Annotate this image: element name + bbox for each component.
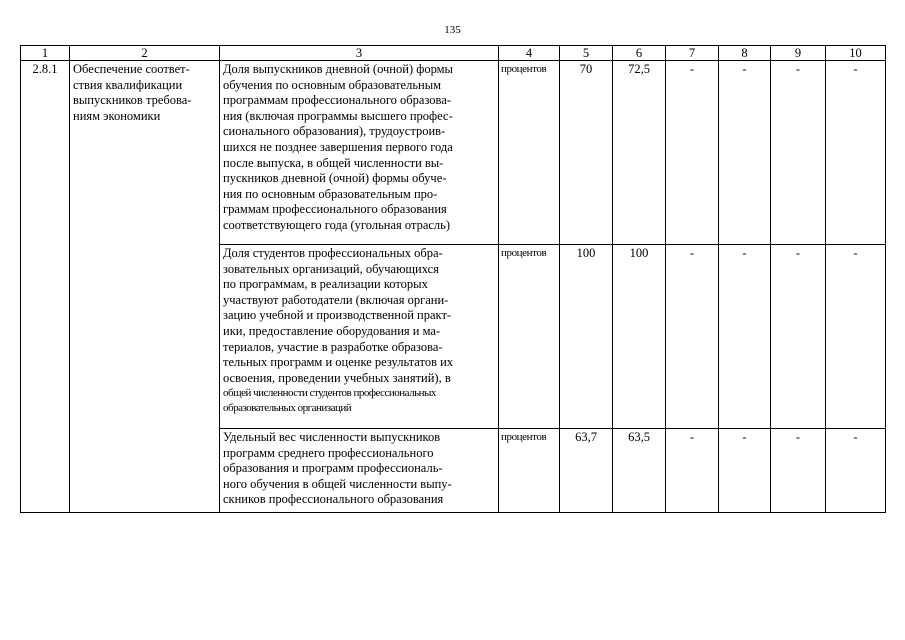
column-header: 4 — [499, 46, 560, 61]
column-header: 2 — [70, 46, 220, 61]
column-header: 9 — [771, 46, 826, 61]
section-title: Обеспечение соответ- ствия квалификации выпускников требова- ниям экономики — [70, 61, 220, 513]
value-cell: - — [771, 61, 826, 245]
value-cell: - — [826, 61, 886, 245]
indicator-text: Удельный вес численности выпускников программ среднего профессионального образования и программ профессиональ- ного обучения в общей численности выпу- скников профессионального образования — [220, 429, 499, 513]
column-header: 3 — [220, 46, 499, 61]
indicator-text-tail: общей численности студентов профессиональных образовательных организаций — [223, 387, 436, 415]
column-header: 5 — [560, 46, 613, 61]
unit-cell: процентов — [499, 429, 560, 513]
column-header: 10 — [826, 46, 886, 61]
value-cell: 63,7 — [560, 429, 613, 513]
column-header: 6 — [613, 46, 666, 61]
value-cell: - — [666, 61, 719, 245]
indicator-text: Доля выпускников дневной (очной) формы обучения по основным образовательным программам профессионального образова- ния (включая программы высшего профес- сионального образования), трудоустроив- шихся не позднее завершения первого года после выпуска, в общей численности вы- пускников дневной (очной) формы обуче- ния по основным образовательным про- граммам профессионального образования соответствующего года (угольная отрасль) — [220, 61, 499, 245]
unit-cell: процентов — [499, 245, 560, 429]
indicator-cell — [220, 245, 499, 429]
value-cell: - — [826, 245, 886, 429]
unit-cell: процентов — [499, 61, 560, 245]
value-cell: - — [826, 429, 886, 513]
column-header: 7 — [666, 46, 719, 61]
page-number: 135 — [444, 24, 461, 36]
column-header: 1 — [21, 46, 70, 61]
value-cell: - — [719, 245, 771, 429]
value-cell: - — [771, 429, 826, 513]
value-cell: 63,5 — [613, 429, 666, 513]
indicator-text: Доля студентов профессиональных обра- зовательных организаций, обучающихся по программам, в реализации которых участвуют работодатели (включая органи- зацию учебной и производственной практ- ики, предоставление оборудования и ма- териалов, участие в разработке образова- тельных программ и оценке результатов их освоения, проведении учебных занятий), в — [223, 246, 454, 385]
header-row — [21, 46, 886, 61]
value-cell: - — [666, 245, 719, 429]
value-cell: - — [719, 429, 771, 513]
column-header: 8 — [719, 46, 771, 61]
value-cell: 100 — [613, 245, 666, 429]
value-cell: - — [719, 61, 771, 245]
indicator-table — [20, 45, 886, 513]
value-cell: - — [771, 245, 826, 429]
table-row — [21, 61, 886, 245]
value-cell: 72,5 — [613, 61, 666, 245]
value-cell: 70 — [560, 61, 613, 245]
value-cell: 100 — [560, 245, 613, 429]
value-cell: - — [666, 429, 719, 513]
section-number: 2.8.1 — [21, 61, 70, 513]
